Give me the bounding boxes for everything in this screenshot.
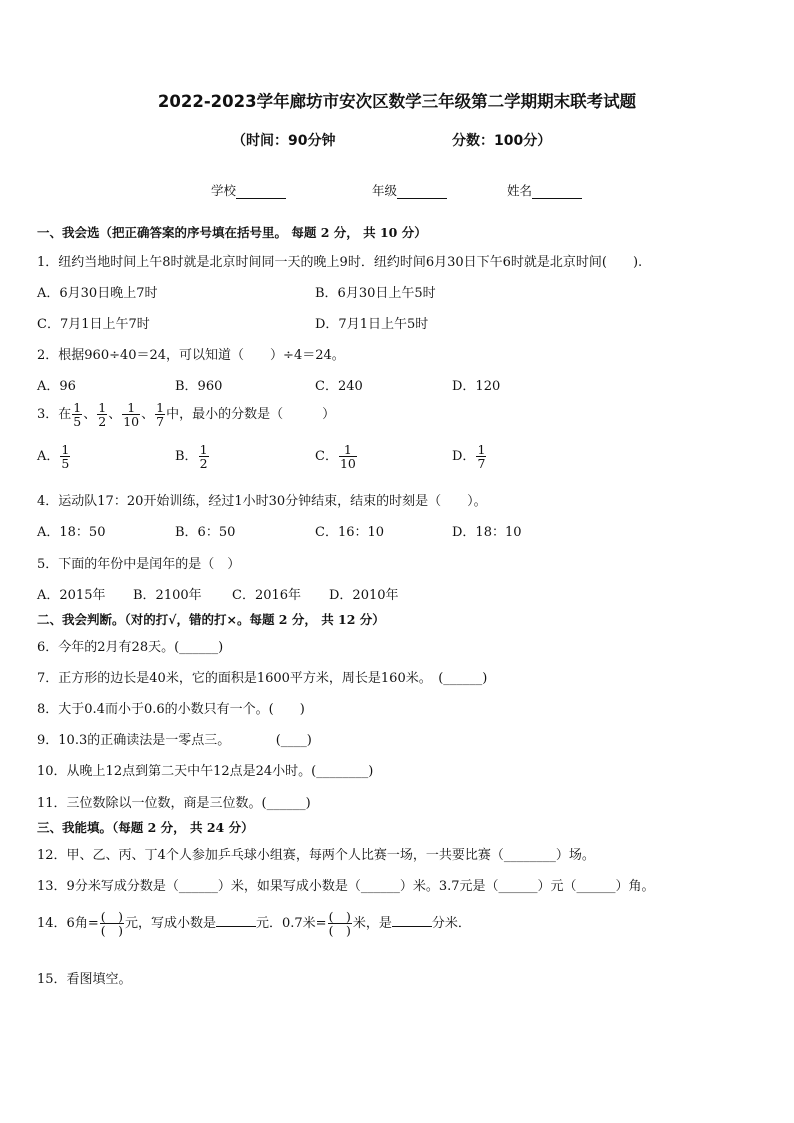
q5-option-c[interactable]: C．2016年 [232, 588, 302, 603]
question-15: 15．看图填空。 [37, 972, 132, 987]
name-blank[interactable] [532, 186, 582, 199]
q5-option-d[interactable]: D．2010年 [329, 588, 399, 603]
grade-label: 年级 [372, 183, 398, 198]
q14-blank-1[interactable] [216, 915, 256, 927]
q3-fraction-4: $\frac{1}{7}$ [156, 400, 165, 429]
page-title: 2022-2023学年廊坊市安次区数学三年级第二学期期末联考试题 [157, 92, 637, 111]
school-field[interactable] [211, 181, 286, 199]
exam-score: 分数：100分） [452, 133, 552, 149]
exam-time: （时间：90分钟 [232, 133, 336, 149]
question-9: 9．10.3的正确读法是一零点三。 (____) [37, 733, 312, 748]
q3-option-c[interactable]: C． $\frac{1}{10}$ [315, 442, 356, 471]
q4-option-b[interactable]: B．6：50 [175, 525, 236, 540]
q3-option-b[interactable]: B． $\frac{1}{2}$ [175, 442, 208, 471]
q3-option-a[interactable]: A． $\frac{1}{5}$ [37, 442, 70, 471]
section-2-heading: 二、我会判断。（对的打√，错的打×。每题 2 分， 共 12 分） [37, 612, 385, 627]
q2-option-b[interactable]: B．960 [175, 379, 223, 394]
school-label: 学校 [211, 183, 237, 198]
q1-option-a[interactable]: A．6月30日晚上7时 [37, 286, 158, 301]
q4-option-d[interactable]: D．18：10 [452, 525, 522, 540]
q5-option-a[interactable]: A．2015年 [37, 588, 106, 603]
question-3: 3．在 $\frac{1}{5}$ 、 $\frac{1}{2}$ 、 $\frac{1}{10}$ 、 $\frac{1}{7}$ 中，最小的分数是（ ） [37, 400, 336, 429]
q4-option-c[interactable]: C．16：10 [315, 525, 385, 540]
question-4: 4．运动队17：20开始训练，经过1小时30分钟结束，结束的时刻是（ ）。 [37, 494, 487, 509]
q5-option-b[interactable]: B．2100年 [133, 588, 202, 603]
name-field[interactable] [507, 181, 582, 199]
q3-fraction-3: $\frac{1}{10}$ [123, 400, 140, 429]
q1-option-d[interactable]: D．7月1日上午5时 [315, 317, 429, 332]
q3-fraction-2: $\frac{1}{2}$ [98, 400, 107, 429]
q14-fraction-1[interactable]: $\frac{( )}{( )}$ [100, 909, 123, 938]
q1-option-c[interactable]: C．7月1日上午7时 [37, 317, 150, 332]
q2-option-c[interactable]: C．240 [315, 379, 363, 394]
grade-blank[interactable] [397, 186, 447, 199]
question-1: 1．纽约当地时间上午8时就是北京时间同一天的晚上9时．纽约时间6月30日下午6时就是北京时间( ). [37, 255, 643, 270]
school-blank[interactable] [236, 186, 286, 199]
q14-fraction-2[interactable]: $\frac{( )}{( )}$ [328, 909, 351, 938]
question-10: 10．从晚上12点到第二天中午12点是24小时。(________) [37, 764, 374, 779]
question-14: 14．6角= $\frac{( )}{( )}$ 元，写成小数是 元．0.7米= $\frac{( )}{( )}$ 米，是 分米． [37, 909, 471, 938]
question-2: 2．根据960÷40＝24，可以知道（ ）÷4＝24。 [37, 348, 345, 363]
question-6: 6．今年的2月有28天。(______) [37, 640, 224, 655]
question-5: 5．下面的年份中是闰年的是（ ） [37, 557, 241, 572]
question-8: 8．大于0.4而小于0.6的小数只有一个。( ) [37, 702, 305, 717]
name-label: 姓名 [507, 183, 533, 198]
q2-option-a[interactable]: A．96 [37, 379, 76, 394]
question-12: 12．甲、乙、丙、丁4个人参加乒乓球小组赛，每两个人比赛一场，一共要比赛（________）场。 [37, 848, 595, 863]
q2-option-d[interactable]: D．120 [452, 379, 501, 394]
q1-option-b[interactable]: B．6月30日上午5时 [315, 286, 436, 301]
question-7: 7．正方形的边长是40米，它的面积是1600平方米，周长是160米。 (______) [37, 671, 488, 686]
q4-option-a[interactable]: A．18：50 [37, 525, 106, 540]
q3-suffix: 中，最小的分数是（ ） [166, 407, 336, 422]
q14-blank-2[interactable] [392, 915, 432, 927]
q3-prefix: 3．在 [37, 407, 72, 422]
section-1-heading: 一、我会选（把正确答案的序号填在括号里。 每题 2 分， 共 10 分） [37, 225, 427, 240]
question-11: 11．三位数除以一位数，商是三位数。(______) [37, 796, 311, 811]
q3-fraction-1: $\frac{1}{5}$ [73, 400, 82, 429]
question-13: 13．9分米写成分数是（______）米，如果写成小数是（______）米。3.7元是（______）元（______）角。 [37, 879, 655, 894]
section-3-heading: 三、我能填。（每题 2 分， 共 24 分） [37, 820, 254, 835]
grade-field[interactable] [372, 181, 447, 199]
q3-option-d[interactable]: D． $\frac{1}{7}$ [452, 442, 486, 471]
